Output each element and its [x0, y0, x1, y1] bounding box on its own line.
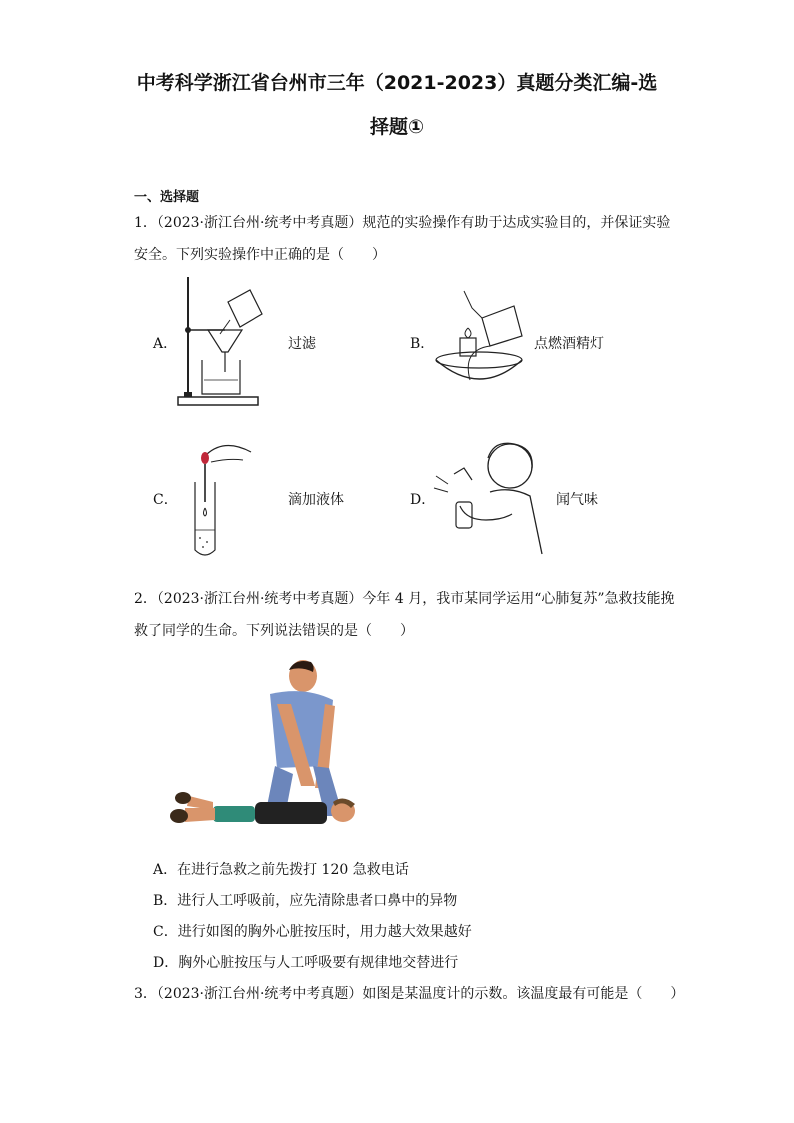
- q1-option-d-text: 闻气味: [556, 492, 598, 508]
- q2-stem-line2: 救了同学的生命。下列说法错误的是（ ）: [134, 623, 414, 639]
- section-heading: 一、选择题: [134, 190, 200, 205]
- q1-option-c-letter[interactable]: C．: [153, 492, 178, 508]
- q1-stem-line2: 安全。下列实验操作中正确的是（ ）: [134, 247, 386, 263]
- boy-smelling-bottle-icon: [430, 436, 550, 556]
- q2-choice-c[interactable]: C．进行如图的胸外心脏按压时，用力越大效果越好: [153, 924, 472, 940]
- q2-choice-d[interactable]: D．胸外心脏按压与人工呼吸要有规律地交替进行: [153, 955, 459, 971]
- alcohol-lamp-lighting-icon: [432, 288, 527, 398]
- filtration-apparatus-icon: [170, 272, 265, 407]
- q1-stem-line1: 1．（2023·浙江台州·统考中考真题）规范的实验操作有助于达成实验目的，并保证实验: [134, 215, 671, 231]
- dropper-test-tube-icon: [185, 432, 255, 562]
- q1-option-d-letter[interactable]: D．: [410, 492, 436, 508]
- q1-option-b-letter[interactable]: B．: [410, 336, 435, 352]
- q2-choice-a[interactable]: A．在进行急救之前先拨打 120 急救电话: [153, 862, 409, 878]
- q1-option-a-text: 过滤: [288, 336, 316, 352]
- q1-option-b-text: 点燃酒精灯: [534, 336, 604, 352]
- q2-stem-line1: 2．（2023·浙江台州·统考中考真题）今年 4 月，我市某同学运用“心肺复苏”急救技能挽: [134, 591, 675, 607]
- q1-option-c-text: 滴加液体: [288, 492, 344, 508]
- q3-stem-line1: 3．（2023·浙江台州·统考中考真题）如图是某温度计的示数。该温度最有可能是（ ）: [134, 986, 685, 1002]
- cpr-illustration-icon: [165, 656, 360, 836]
- q2-choice-b[interactable]: B．进行人工呼吸前，应先清除患者口鼻中的异物: [153, 893, 458, 909]
- q1-option-a-letter[interactable]: A．: [153, 336, 178, 352]
- page-title-line1: 中考科学浙江省台州市三年（2021-2023）真题分类汇编-选: [136, 72, 658, 94]
- page-title-line2: 择题①: [369, 116, 425, 138]
